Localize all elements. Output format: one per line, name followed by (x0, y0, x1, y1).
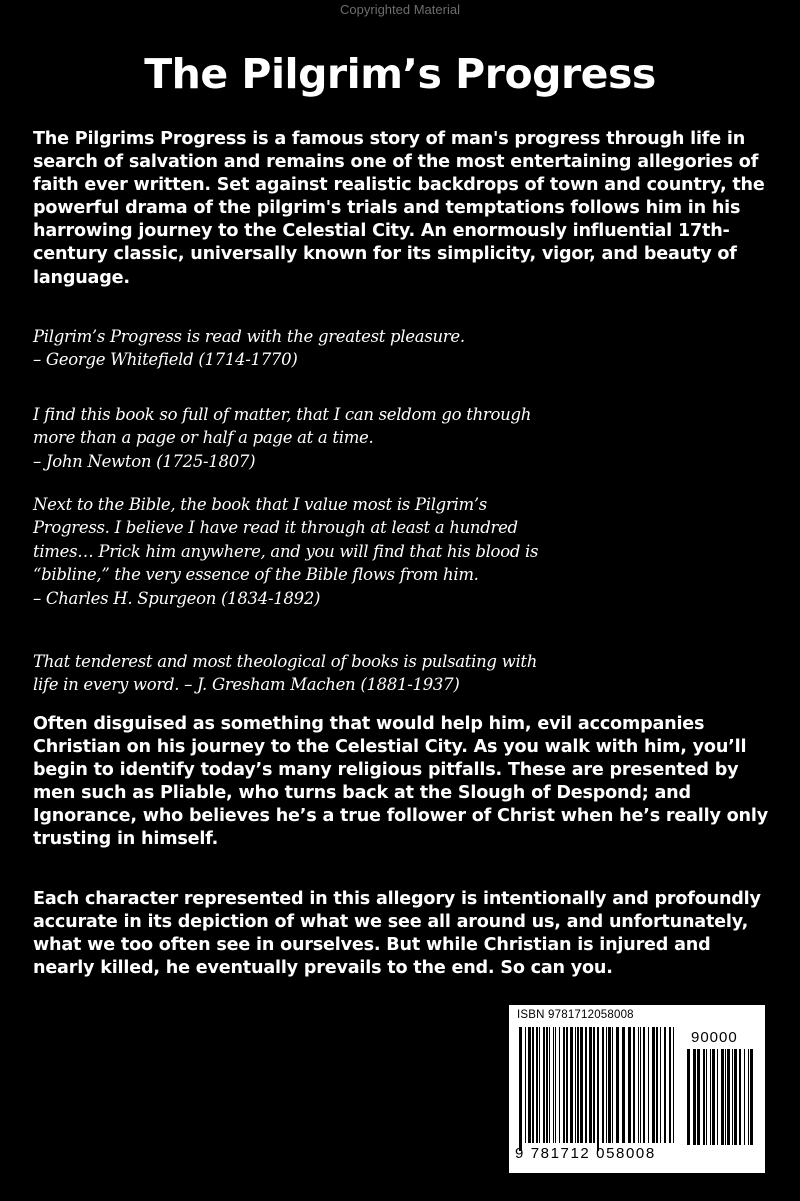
quote-line: I find this book so full of matter, that I can seldom go through (33, 405, 532, 424)
quote-line: “bibline,” the very essence of the Bible flows from him. (33, 565, 479, 585)
quote-attribution: – John Newton (1725-1807) (33, 451, 256, 471)
price-addon-code: 90000 (691, 1029, 738, 1046)
addon-barcode-bars (687, 1049, 757, 1145)
quote-line: Progress. I believe I have read it through at least a hundred (33, 518, 518, 538)
isbn-label: ISBN 9781712058008 (517, 1009, 634, 1021)
endorsement-quote (33, 650, 653, 697)
copyright-watermark-top: Copyrighted Material (340, 2, 460, 17)
description-paragraph-3: Each character represented in this allegory is intentionally and profoundly accurate in its depiction of what we see all around us, and unfortunately, what we too often see in ourselves. But while Christian is injured and nearly killed, he eventually prevails to the end. So can you. (33, 889, 761, 979)
barcode-bars (519, 1027, 679, 1151)
quote-line: times… Prick him anywhere, and you will find that his blood is (33, 541, 539, 561)
endorsement-quote (33, 325, 653, 372)
quote-attribution: – Charles H. Spurgeon (1834-1892) (33, 588, 321, 608)
endorsement-quote (33, 403, 653, 473)
quote-attribution: – George Whitefield (1714-1770) (33, 350, 298, 370)
isbn-barcode (509, 1005, 765, 1173)
quote-line: That tenderest and most theological of books is pulsating with (33, 652, 538, 671)
quote-line: life in every word. – J. Gresham Machen (1881-1937) (33, 675, 460, 695)
endorsement-quote (33, 493, 653, 610)
barcode-digits: 9 781712 058008 (515, 1145, 656, 1162)
quote-line: Pilgrim’s Progress is read with the greatest pleasure. (33, 327, 465, 346)
quote-line: Next to the Bible, the book that I value most is Pilgrim’s (33, 495, 487, 514)
quote-line: more than a page or half a page at a time. (33, 428, 374, 448)
book-title: The Pilgrim’s Progress (144, 50, 656, 98)
book-description: The Pilgrims Progress is a famous story of man's progress through life in search of salvation and remains one of the most entertaining allegories of faith ever written. Set against realistic backdrops of town and country, the powerful drama of the pilgrim's trials and temptations follows him in his harrowing journey to the Celestial City. An enormously influential 17th-century classic, universally known for its simplicity, vigor, and beauty of language. (33, 129, 765, 288)
description-paragraph-2: Often disguised as something that would help him, evil accompanies Christian on his journey to the Celestial City. As you walk with him, you’ll begin to identify today’s many religious pitfalls. These are presented by men such as Pliable, who turns back at the Slough of Despond; and Ignorance, who believes he’s a true follower of Christ when he’s really only trusting in himself. (33, 714, 768, 850)
